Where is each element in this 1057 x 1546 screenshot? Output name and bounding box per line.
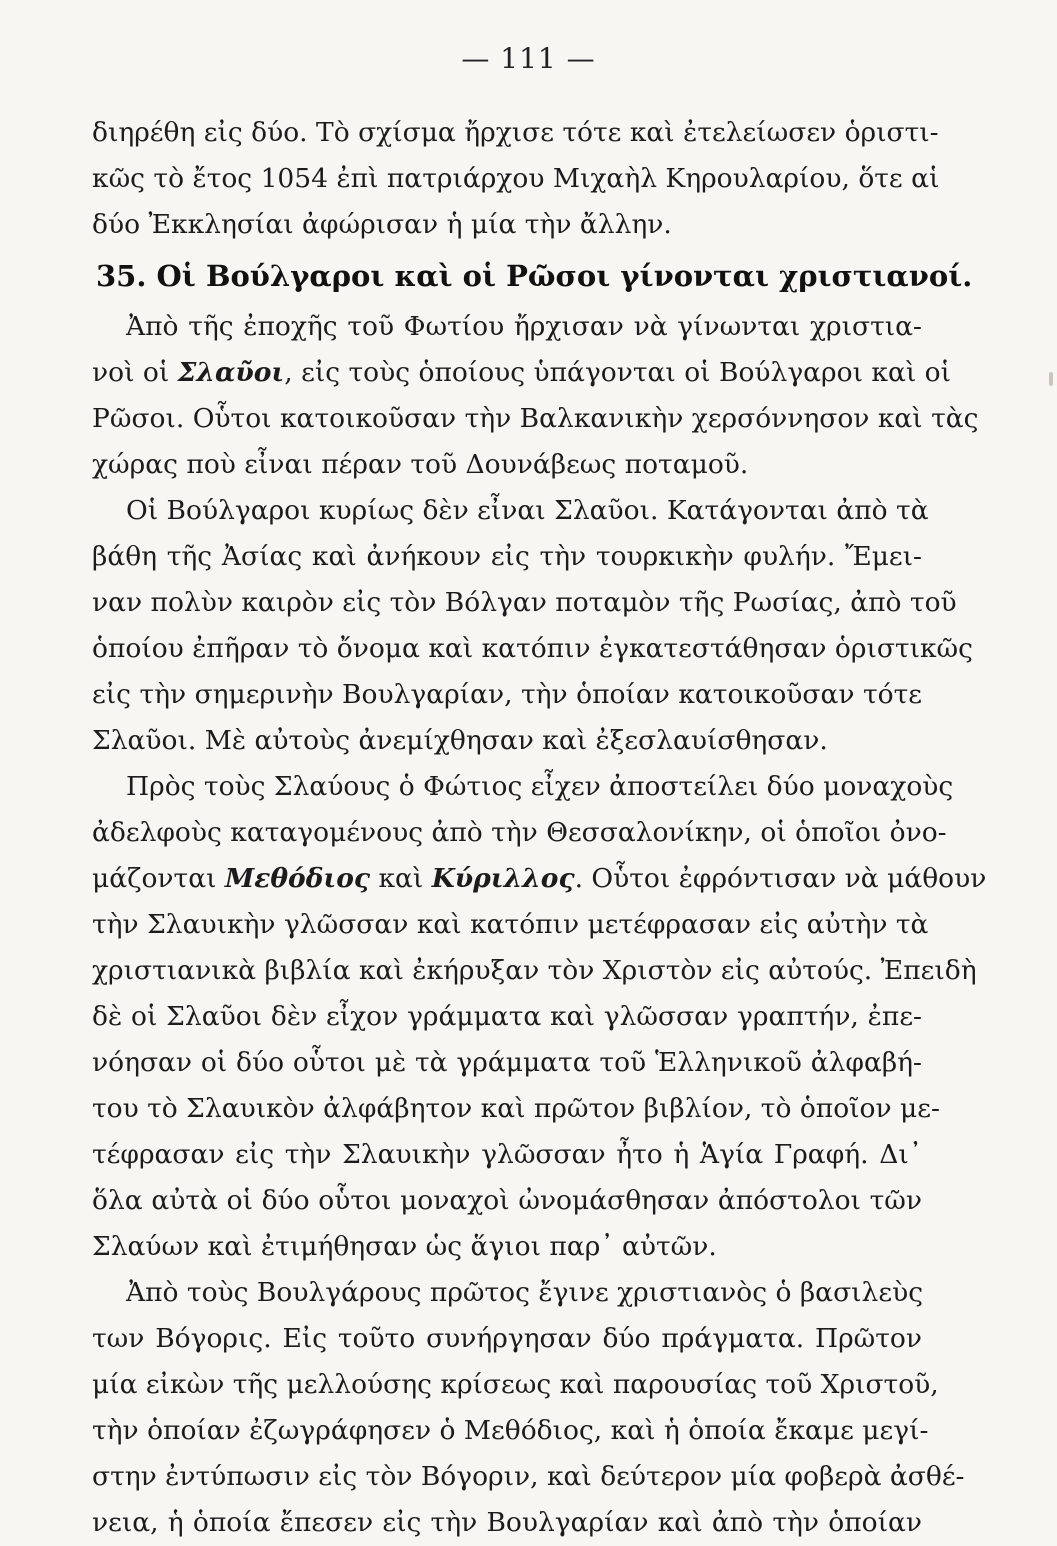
term-kyrillos: Κύριλλος — [431, 863, 575, 894]
text-line: μία εἰκὼν τῆς μελλούσης κρίσεως καὶ παρουσίας τοῦ Χριστοῦ, — [92, 1369, 939, 1400]
text-line: χριστιανικὰ βιβλία καὶ ἐκήρυξαν τὸν Χριστὸν εἰς αὐτούς. Ἐπειδὴ — [92, 955, 977, 986]
text-line: Ἀπὸ τοὺς Βουλγάρους πρῶτος ἔγινε χριστιανὸς ὁ βασιλεὺς — [126, 1277, 924, 1308]
text-line: Σλαῦοι. Μὲ αὐτοὺς ἀνεμίχθησαν καὶ ἐξεσλαυίσθησαν. — [92, 725, 828, 756]
text-line: στην ἐντύπωσιν εἰς τὸν Βόγοριν, καὶ δεύτερον μία φοβερὰ ἀσθέ- — [92, 1461, 965, 1492]
text-line: εἰς τὴν σημερινὴν Βουλγαρίαν, τὴν ὁποίαν κατοικοῦσαν τότε — [92, 679, 922, 710]
term-slavs: Σλαῦοι — [177, 357, 285, 388]
text-line: βάθη τῆς Ἀσίας καὶ ἀνήκουν εἰς τὴν τουρκικὴν φυλήν. Ἔμει- — [92, 541, 922, 572]
text-line: Πρὸς τοὺς Σλαύους ὁ Φώτιος εἶχεν ἀποστείλει δύο μοναχοὺς — [126, 771, 954, 802]
term-methodios: Μεθόδιος — [224, 863, 371, 894]
text-line: τὴν Σλαυικὴν γλῶσσαν καὶ κατόπιν μετέφρασαν εἰς αὐτὴν τὰ — [92, 909, 929, 940]
text-line: δύο Ἐκκλησίαι ἀφώρισαν ἡ μία τὴν ἄλλην. — [92, 209, 672, 240]
text-span: καὶ — [370, 863, 432, 894]
text-line: δὲ οἱ Σλαῦοι δὲν εἶχον γράμματα καὶ γλῶσσαν γραπτήν, ἐπε- — [92, 1001, 922, 1032]
text-span: νοὶ οἱ — [92, 357, 178, 388]
page-number: — 111 — — [461, 42, 596, 75]
text-line — [92, 856, 987, 902]
text-line: ναν πολὺν καιρὸν εἰς τὸν Βόλγαν ποταμὸν τῆς Ρωσίας, ἀπὸ τοῦ — [92, 587, 957, 618]
text-line: του τὸ Σλαυικὸν ἀλφάβητον καὶ πρῶτον βιβλίον, τὸ ὁποῖον με- — [92, 1093, 940, 1124]
text-line: ἀδελφοὺς καταγομένους ἀπὸ τὴν Θεσσαλονίκην, οἱ ὁποῖοι ὀνο- — [92, 817, 947, 848]
text-line: κῶς τὸ ἔτος 1054 ἐπὶ πατριάρχου Μιχαὴλ Κηρουλαρίου, ὅτε αἱ — [92, 163, 940, 194]
text-line: Ἀπὸ τῆς ἐποχῆς τοῦ Φωτίου ἤρχισαν νὰ γίνωνται χριστια- — [126, 311, 922, 342]
section-heading: 35. Οἱ Βούλγαροι καὶ οἱ Ρῶσοι γίνονται χριστιανοί. — [96, 259, 973, 293]
text-line: των Βόγορις. Εἰς τοῦτο συνήργησαν δύο πράγματα. Πρῶτον — [92, 1323, 922, 1354]
text-line: νόησαν οἱ δύο οὗτοι μὲ τὰ γράμματα τοῦ Ἑλληνικοῦ ἀλφαβή- — [92, 1047, 922, 1078]
text-line: ὁποίου ἐπῆραν τὸ ὄνομα καὶ κατόπιν ἐγκατεστάθησαν ὁριστικῶς — [92, 633, 973, 664]
text-line: διηρέθη εἰς δύο. Τὸ σχίσμα ἤρχισε τότε καὶ ἐτελείωσεν ὁριστι- — [92, 117, 939, 148]
text-line: τὴν ὁποίαν ἐζωγράφησεν ὁ Μεθόδιος, καὶ ἡ ὁποία ἔκαμε μεγί- — [92, 1415, 929, 1446]
text-line: χώρας ποὺ εἶναι πέραν τοῦ Δουνάβεως ποταμοῦ. — [92, 449, 749, 480]
text-span: μάζονται — [92, 863, 225, 894]
text-line: Οἱ Βούλγαροι κυρίως δὲν εἶναι Σλαῦοι. Κατάγονται ἀπὸ τὰ — [126, 495, 929, 526]
text-line: Ρῶσοι. Οὗτοι κατοικοῦσαν τὴν Βαλκανικὴν χερσόννησον καὶ τὰς — [92, 403, 979, 434]
paper-mark — [1049, 372, 1053, 386]
body-text — [92, 110, 987, 1546]
text-line: Σλαύων καὶ ἐτιμήθησαν ὡς ἅγιοι παρ᾽ αὐτῶν. — [92, 1231, 717, 1262]
text-line: ὅλα αὐτὰ οἱ δύο οὗτοι μοναχοὶ ὠνομάσθησαν ἀπόστολοι τῶν — [92, 1185, 922, 1216]
text-line: τέφρασαν εἰς τὴν Σλαυικὴν γλῶσσαν ἦτο ἡ Ἁγία Γραφή. Δι᾽ — [92, 1139, 922, 1170]
text-line: νεια, ἡ ὁποία ἔπεσεν εἰς τὴν Βουλγαρίαν καὶ ἀπὸ τὴν ὁποίαν — [92, 1507, 922, 1538]
text-span: , εἰς τοὺς ὁποίους ὑπάγονται οἱ Βούλγαροι καὶ οἱ — [284, 357, 952, 388]
text-span: . Οὗτοι ἐφρόντισαν νὰ μάθουν — [574, 863, 987, 894]
text-line — [92, 350, 952, 396]
